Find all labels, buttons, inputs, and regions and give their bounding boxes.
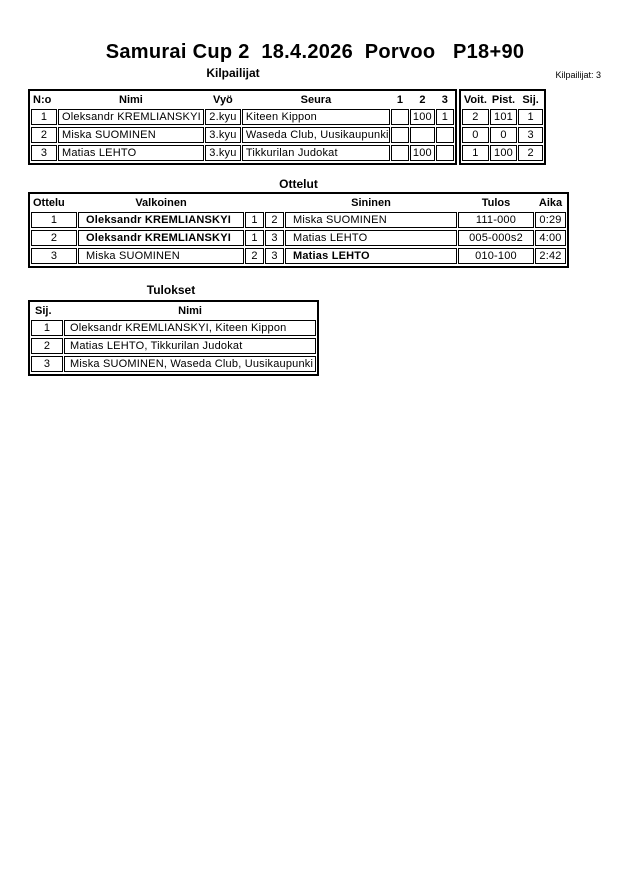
white-no-cell: 2: [245, 248, 264, 264]
place-cell: 3: [31, 356, 63, 372]
name-cell: Oleksandr KREMLIANSKYI: [58, 109, 204, 125]
time-cell: 4:00: [535, 230, 566, 246]
table-row: [31, 212, 566, 228]
match-no-cell: 1: [31, 212, 77, 228]
wins-cell: 2: [462, 109, 489, 125]
results-table: [28, 300, 319, 376]
name-cell: Miska SUOMINEN: [58, 127, 204, 143]
table-row: [31, 230, 566, 246]
round2-cell: [410, 127, 435, 143]
wins-cell: 1: [462, 145, 489, 161]
round1-cell: [391, 127, 409, 143]
points-cell: 101: [490, 109, 517, 125]
header-row: [31, 304, 316, 318]
white-name-cell: Oleksandr KREMLIANSKYI: [78, 212, 244, 228]
competitors-table: [28, 89, 457, 165]
table-row: [31, 127, 454, 143]
col-header-nimi: Nimi: [119, 94, 143, 106]
place-cell: 2: [518, 145, 543, 161]
col-header-seura: Seura: [300, 94, 332, 106]
grade-cell: 3.kyu: [205, 145, 241, 161]
no-cell: 1: [31, 109, 57, 125]
points-cell: 100: [490, 145, 517, 161]
header-row: [462, 93, 543, 107]
match-no-cell: 3: [31, 248, 77, 264]
table-row: [31, 145, 454, 161]
competitors-summary-table: [459, 89, 546, 165]
result-cell: 010-100: [458, 248, 534, 264]
col-header-pist: Pist.: [491, 94, 516, 106]
table-row: [462, 145, 543, 161]
blue-no-cell: 2: [265, 212, 284, 228]
col-header-valkoinen: Valkoinen: [135, 197, 187, 209]
col-header-aika: Aika: [538, 197, 563, 209]
no-cell: 2: [31, 127, 57, 143]
col-header-no: N:o: [33, 94, 52, 106]
grade-cell: 3.kyu: [205, 127, 241, 143]
round3-cell: 1: [436, 109, 454, 125]
time-cell: 0:29: [535, 212, 566, 228]
place-cell: 1: [31, 320, 63, 336]
white-no-cell: 1: [245, 230, 264, 246]
blue-name-cell: Miska SUOMINEN: [285, 212, 457, 228]
competitors-section: [28, 89, 546, 165]
section-title-tulokset: Tulokset: [146, 283, 196, 297]
round1-cell: [391, 109, 409, 125]
white-name-cell: Miska SUOMINEN: [78, 248, 244, 264]
place-cell: 2: [31, 338, 63, 354]
blue-no-cell: 3: [265, 248, 284, 264]
header-row: [31, 196, 566, 210]
col-header-ottelu: Ottelu: [33, 197, 65, 209]
match-no-cell: 2: [31, 230, 77, 246]
col-header-sininen: Sininen: [351, 197, 391, 209]
name-club-cell: Miska SUOMINEN, Waseda Club, Uusikaupunki: [64, 356, 316, 372]
col-header-empty: [245, 196, 264, 210]
col-header-round3: 3: [441, 94, 448, 106]
club-cell: Tikkurilan Judokat: [242, 145, 390, 161]
table-row: [31, 248, 566, 264]
table-row: [462, 109, 543, 125]
col-header-nimi: Nimi: [178, 305, 202, 317]
col-header-tulos: Tulos: [481, 197, 511, 209]
result-cell: 005-000s2: [458, 230, 534, 246]
col-header-sij: Sij.: [522, 94, 539, 106]
table-row: [31, 338, 316, 354]
blue-name-cell: Matias LEHTO: [285, 248, 457, 264]
name-cell: Matias LEHTO: [58, 145, 204, 161]
place-cell: 1: [518, 109, 543, 125]
table-row: [31, 320, 316, 336]
matches-table: [28, 192, 569, 268]
col-header-empty: [265, 196, 284, 210]
blue-no-cell: 3: [265, 230, 284, 246]
section-title-ottelut: Ottelut: [279, 177, 318, 191]
round2-cell: 100: [410, 145, 435, 161]
col-header-round2: 2: [419, 94, 426, 106]
result-cell: 111-000: [458, 212, 534, 228]
round3-cell: [436, 127, 454, 143]
table-row: [462, 127, 543, 143]
white-name-cell: Oleksandr KREMLIANSKYI: [78, 230, 244, 246]
place-cell: 3: [518, 127, 543, 143]
col-header-vyo: Vyö: [213, 94, 233, 106]
table-row: [31, 356, 316, 372]
wins-cell: 0: [462, 127, 489, 143]
name-club-cell: Oleksandr KREMLIANSKYI, Kiteen Kippon: [64, 320, 316, 336]
page-title: Samurai Cup 2 18.4.2026 Porvoo P18+90: [105, 41, 525, 63]
blue-name-cell: Matias LEHTO: [285, 230, 457, 246]
col-header-voit: Voit.: [463, 94, 487, 106]
club-cell: Waseda Club, Uusikaupunki: [242, 127, 390, 143]
points-cell: 0: [490, 127, 517, 143]
no-cell: 3: [31, 145, 57, 161]
white-no-cell: 1: [245, 212, 264, 228]
round3-cell: [436, 145, 454, 161]
col-header-sij: Sij.: [35, 305, 52, 317]
header-row: [31, 93, 454, 107]
round2-cell: 100: [410, 109, 435, 125]
competitor-count-label: Kilpailijat: 3: [555, 70, 601, 80]
time-cell: 2:42: [535, 248, 566, 264]
club-cell: Kiteen Kippon: [242, 109, 390, 125]
col-header-round1: 1: [396, 94, 403, 106]
name-club-cell: Matias LEHTO, Tikkurilan Judokat: [64, 338, 316, 354]
section-title-kilpailijat: Kilpailijat: [206, 66, 260, 80]
table-row: [31, 109, 454, 125]
grade-cell: 2.kyu: [205, 109, 241, 125]
round1-cell: [391, 145, 409, 161]
